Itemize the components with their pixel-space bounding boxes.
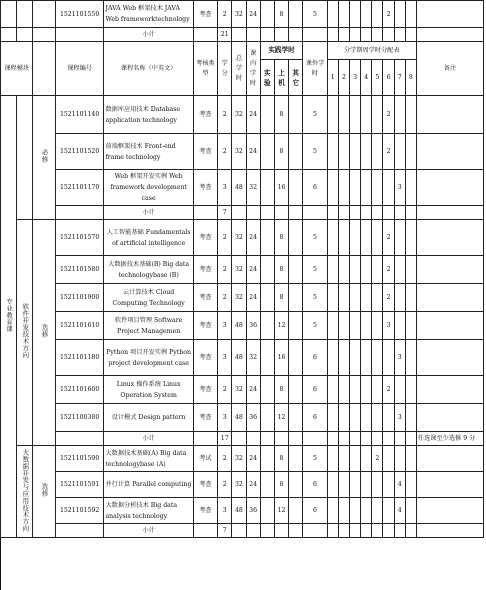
term-hours: 3 — [394, 404, 405, 432]
elective-label: 选修 — [40, 483, 49, 497]
course-code: 1521101592 — [55, 498, 104, 524]
course-name: 设计模式 Design pattern — [104, 404, 193, 432]
extra-hours: 5 — [303, 312, 327, 340]
machine-hours: 12 — [274, 312, 288, 340]
course-name: Linux 操作系统 Linux Operation System — [104, 376, 193, 404]
term-hours: 3 — [394, 170, 405, 206]
extra-hours: 6 — [303, 170, 327, 206]
credits: 2 — [218, 256, 232, 284]
total-hours: 32 — [232, 472, 246, 498]
required-label: 必修 — [40, 149, 49, 163]
term-hours: 2 — [372, 446, 383, 472]
credits: 2 — [218, 446, 232, 472]
direction-label: 软件开发技术方向 — [21, 303, 30, 359]
course-name: 人工智能基础 Fundamentals of artificial intelligence — [104, 220, 193, 256]
machine-hours: 16 — [274, 170, 288, 206]
total-hours: 32 — [232, 376, 246, 404]
header-total: 总学时 — [232, 42, 246, 96]
term-header: 3 — [349, 60, 360, 96]
inclass-hours: 24 — [246, 472, 260, 498]
elective-label: 选修 — [40, 324, 49, 338]
machine-hours: 8 — [274, 256, 288, 284]
header-assess: 考核类型 — [193, 42, 217, 96]
header-distribution: 分学期周学时分配表 — [327, 42, 416, 60]
header-remark: 备注 — [416, 42, 483, 96]
inclass-hours: 24 — [246, 256, 260, 284]
course-code: 1521101520 — [55, 134, 104, 170]
subtotal-credits: 21 — [218, 28, 232, 42]
assess-type: 考查 — [193, 404, 217, 432]
machine-hours: 8 — [274, 220, 288, 256]
course-name: 大数据技术基础(A) Big data technologybase (A) — [104, 446, 193, 472]
credits: 3 — [218, 404, 232, 432]
assess-type: 考查 — [193, 312, 217, 340]
total-hours: 32 — [232, 134, 246, 170]
term-hours: 2 — [383, 256, 394, 284]
table-row — [1, 1, 484, 28]
extra-hours: 6 — [303, 340, 327, 376]
course-code: 1521101590 — [55, 446, 104, 472]
subtotal-row — [1, 206, 484, 220]
remark: 任选课至少选修 9 分 — [416, 432, 483, 446]
assess-type: 考查 — [193, 220, 217, 256]
course-name: 数据库应用技术 Database application technology — [104, 96, 193, 134]
credits: 3 — [218, 498, 232, 524]
extra-hours: 5 — [303, 1, 327, 28]
course-name: JAVA Web 框架技术 JAVA Web frameworktechnology — [104, 1, 193, 28]
machine-hours: 8 — [274, 1, 288, 28]
subtotal-label: 小计 — [104, 432, 193, 446]
term-header: 6 — [383, 60, 394, 96]
subtotal-label: 小计 — [104, 28, 193, 42]
subtotal-credits: 7 — [218, 524, 232, 538]
course-code: 1521101900 — [55, 284, 104, 312]
header-name: 课程名称（中英文） — [104, 42, 193, 96]
direction-label: 大数据开发与应用技术方向 — [21, 448, 30, 532]
table-row — [1, 376, 484, 404]
inclass-hours: 24 — [246, 134, 260, 170]
total-hours: 32 — [232, 284, 246, 312]
inclass-hours: 24 — [246, 376, 260, 404]
assess-type: 考查 — [193, 340, 217, 376]
term-hours: 2 — [383, 1, 394, 28]
course-code: 1521101570 — [55, 220, 104, 256]
subtotal-credits: 17 — [218, 432, 232, 446]
table-row — [1, 170, 484, 206]
term-hours: 3 — [394, 340, 405, 376]
table-row — [1, 256, 484, 284]
table-row — [1, 404, 484, 432]
other-hours — [289, 1, 303, 28]
credits: 3 — [218, 340, 232, 376]
course-name: 前端框架技术 Front-end frame technology — [104, 134, 193, 170]
total-hours: 48 — [232, 312, 246, 340]
extra-hours: 5 — [303, 446, 327, 472]
course-name: 大数据技术基础(B) Big data technologybase (B) — [104, 256, 193, 284]
extra-hours: 6 — [303, 404, 327, 432]
assess-type: 考查 — [193, 284, 217, 312]
extra-hours: 5 — [303, 284, 327, 312]
inclass-hours: 36 — [246, 404, 260, 432]
term-hours: 2 — [383, 96, 394, 134]
total-hours: 48 — [232, 404, 246, 432]
term-header: 4 — [361, 60, 372, 96]
total-hours: 48 — [232, 170, 246, 206]
total-hours: 32 — [232, 256, 246, 284]
term-hours: 3 — [383, 312, 394, 340]
header-code: 课程编号 — [55, 42, 104, 96]
total-hours: 32 — [232, 446, 246, 472]
assess-type: 考查 — [193, 1, 217, 28]
assess-type: 考查 — [193, 376, 217, 404]
header-row — [1, 42, 484, 60]
course-code: 1521101591 — [55, 472, 104, 498]
course-name: 云计算技术 Cloud Computing Technology — [104, 284, 193, 312]
machine-hours: 8 — [274, 446, 288, 472]
header-extra: 课外学时 — [303, 42, 327, 96]
term-header: 7 — [394, 60, 405, 96]
inclass-hours: 24 — [246, 284, 260, 312]
credits: 3 — [218, 170, 232, 206]
course-code: 1521101580 — [55, 256, 104, 284]
subtotal-label: 小计 — [104, 206, 193, 220]
credits: 3 — [218, 312, 232, 340]
machine-hours: 12 — [274, 404, 288, 432]
total-hours: 48 — [232, 498, 246, 524]
inclass-hours: 24 — [246, 220, 260, 256]
header-mach: 上机 — [274, 60, 288, 96]
header-practice: 实践学时 — [260, 42, 303, 60]
assess-type: 考查 — [193, 498, 217, 524]
term-hours: 4 — [394, 498, 405, 524]
header-other: 其它 — [289, 60, 303, 96]
term-header: 8 — [405, 60, 416, 96]
credits: 2 — [218, 472, 232, 498]
course-code: 1521101170 — [55, 170, 104, 206]
total-hours: 32 — [232, 1, 246, 28]
term-header: 1 — [327, 60, 338, 96]
inclass-hours: 36 — [246, 498, 260, 524]
course-name: Web 框架开发实例 Web framework development case — [104, 170, 193, 206]
term-hours: 2 — [383, 376, 394, 404]
extra-hours: 5 — [303, 134, 327, 170]
course-code: 1521101180 — [55, 340, 104, 376]
course-code: 1521101550 — [55, 1, 104, 28]
assess-type: 考查 — [193, 472, 217, 498]
header-inclass: 课内学时 — [246, 42, 260, 96]
assess-type: 考查 — [193, 96, 217, 134]
machine-hours: 12 — [274, 498, 288, 524]
extra-hours: 5 — [303, 220, 327, 256]
header-category: 课程模块 — [1, 42, 33, 96]
table-row — [1, 284, 484, 312]
extra-hours: 6 — [303, 472, 327, 498]
inclass-hours: 24 — [246, 446, 260, 472]
machine-hours: 8 — [274, 472, 288, 498]
header-exp: 实验 — [260, 60, 274, 96]
subtotal-credits: 7 — [218, 206, 232, 220]
term-header: 5 — [372, 60, 383, 96]
credits: 2 — [218, 96, 232, 134]
term-hours: 2 — [383, 134, 394, 170]
table-row — [1, 220, 484, 256]
table-row — [1, 134, 484, 170]
credits: 2 — [218, 284, 232, 312]
course-name: 并行计算 Parallel computing — [104, 472, 193, 498]
table-row — [1, 96, 484, 134]
total-hours: 32 — [232, 220, 246, 256]
subtotal-row — [1, 28, 484, 42]
subtotal-row — [1, 432, 484, 446]
credits: 2 — [218, 376, 232, 404]
inclass-hours: 36 — [246, 312, 260, 340]
total-hours: 32 — [232, 96, 246, 134]
exp-hours — [260, 1, 274, 28]
term-hours: 2 — [383, 220, 394, 256]
credits: 2 — [218, 220, 232, 256]
assess-type: 考试 — [193, 446, 217, 472]
module-label: 专业教育课 — [5, 297, 14, 333]
table-row — [1, 472, 484, 498]
machine-hours: 16 — [274, 340, 288, 376]
table-row — [1, 312, 484, 340]
machine-hours: 8 — [274, 376, 288, 404]
course-code: 1521100380 — [55, 404, 104, 432]
inclass-hours: 32 — [246, 170, 260, 206]
course-code: 1521101610 — [55, 312, 104, 340]
course-name: 软件项目管理 Software Project Managemen — [104, 312, 193, 340]
assess-type: 考查 — [193, 170, 217, 206]
inclass-hours: 24 — [246, 96, 260, 134]
subtotal-label: 小计 — [104, 524, 193, 538]
term-hours: 4 — [394, 472, 405, 498]
term-header: 2 — [338, 60, 349, 96]
extra-hours: 5 — [303, 96, 327, 134]
inclass-hours: 32 — [246, 340, 260, 376]
machine-hours: 8 — [274, 96, 288, 134]
table-row — [1, 340, 484, 376]
extra-hours: 6 — [303, 376, 327, 404]
subtotal-row — [1, 524, 484, 538]
credits: 2 — [218, 1, 232, 28]
table-row — [1, 446, 484, 472]
assess-type: 考查 — [193, 134, 217, 170]
machine-hours: 8 — [274, 134, 288, 170]
term-hours: 2 — [383, 284, 394, 312]
machine-hours: 8 — [274, 284, 288, 312]
assess-type: 考查 — [193, 256, 217, 284]
table-row — [1, 498, 484, 524]
total-hours: 48 — [232, 340, 246, 376]
credits: 2 — [218, 134, 232, 170]
inclass-hours: 24 — [246, 1, 260, 28]
course-code: 1521101600 — [55, 376, 104, 404]
extra-hours: 5 — [303, 256, 327, 284]
course-name: Python 项目开发实例 Python project development case — [104, 340, 193, 376]
course-name: 大数据分析技术 Big data analysis technology — [104, 498, 193, 524]
extra-hours: 6 — [303, 498, 327, 524]
header-credits: 学分 — [218, 42, 232, 96]
course-code: 1521101140 — [55, 96, 104, 134]
